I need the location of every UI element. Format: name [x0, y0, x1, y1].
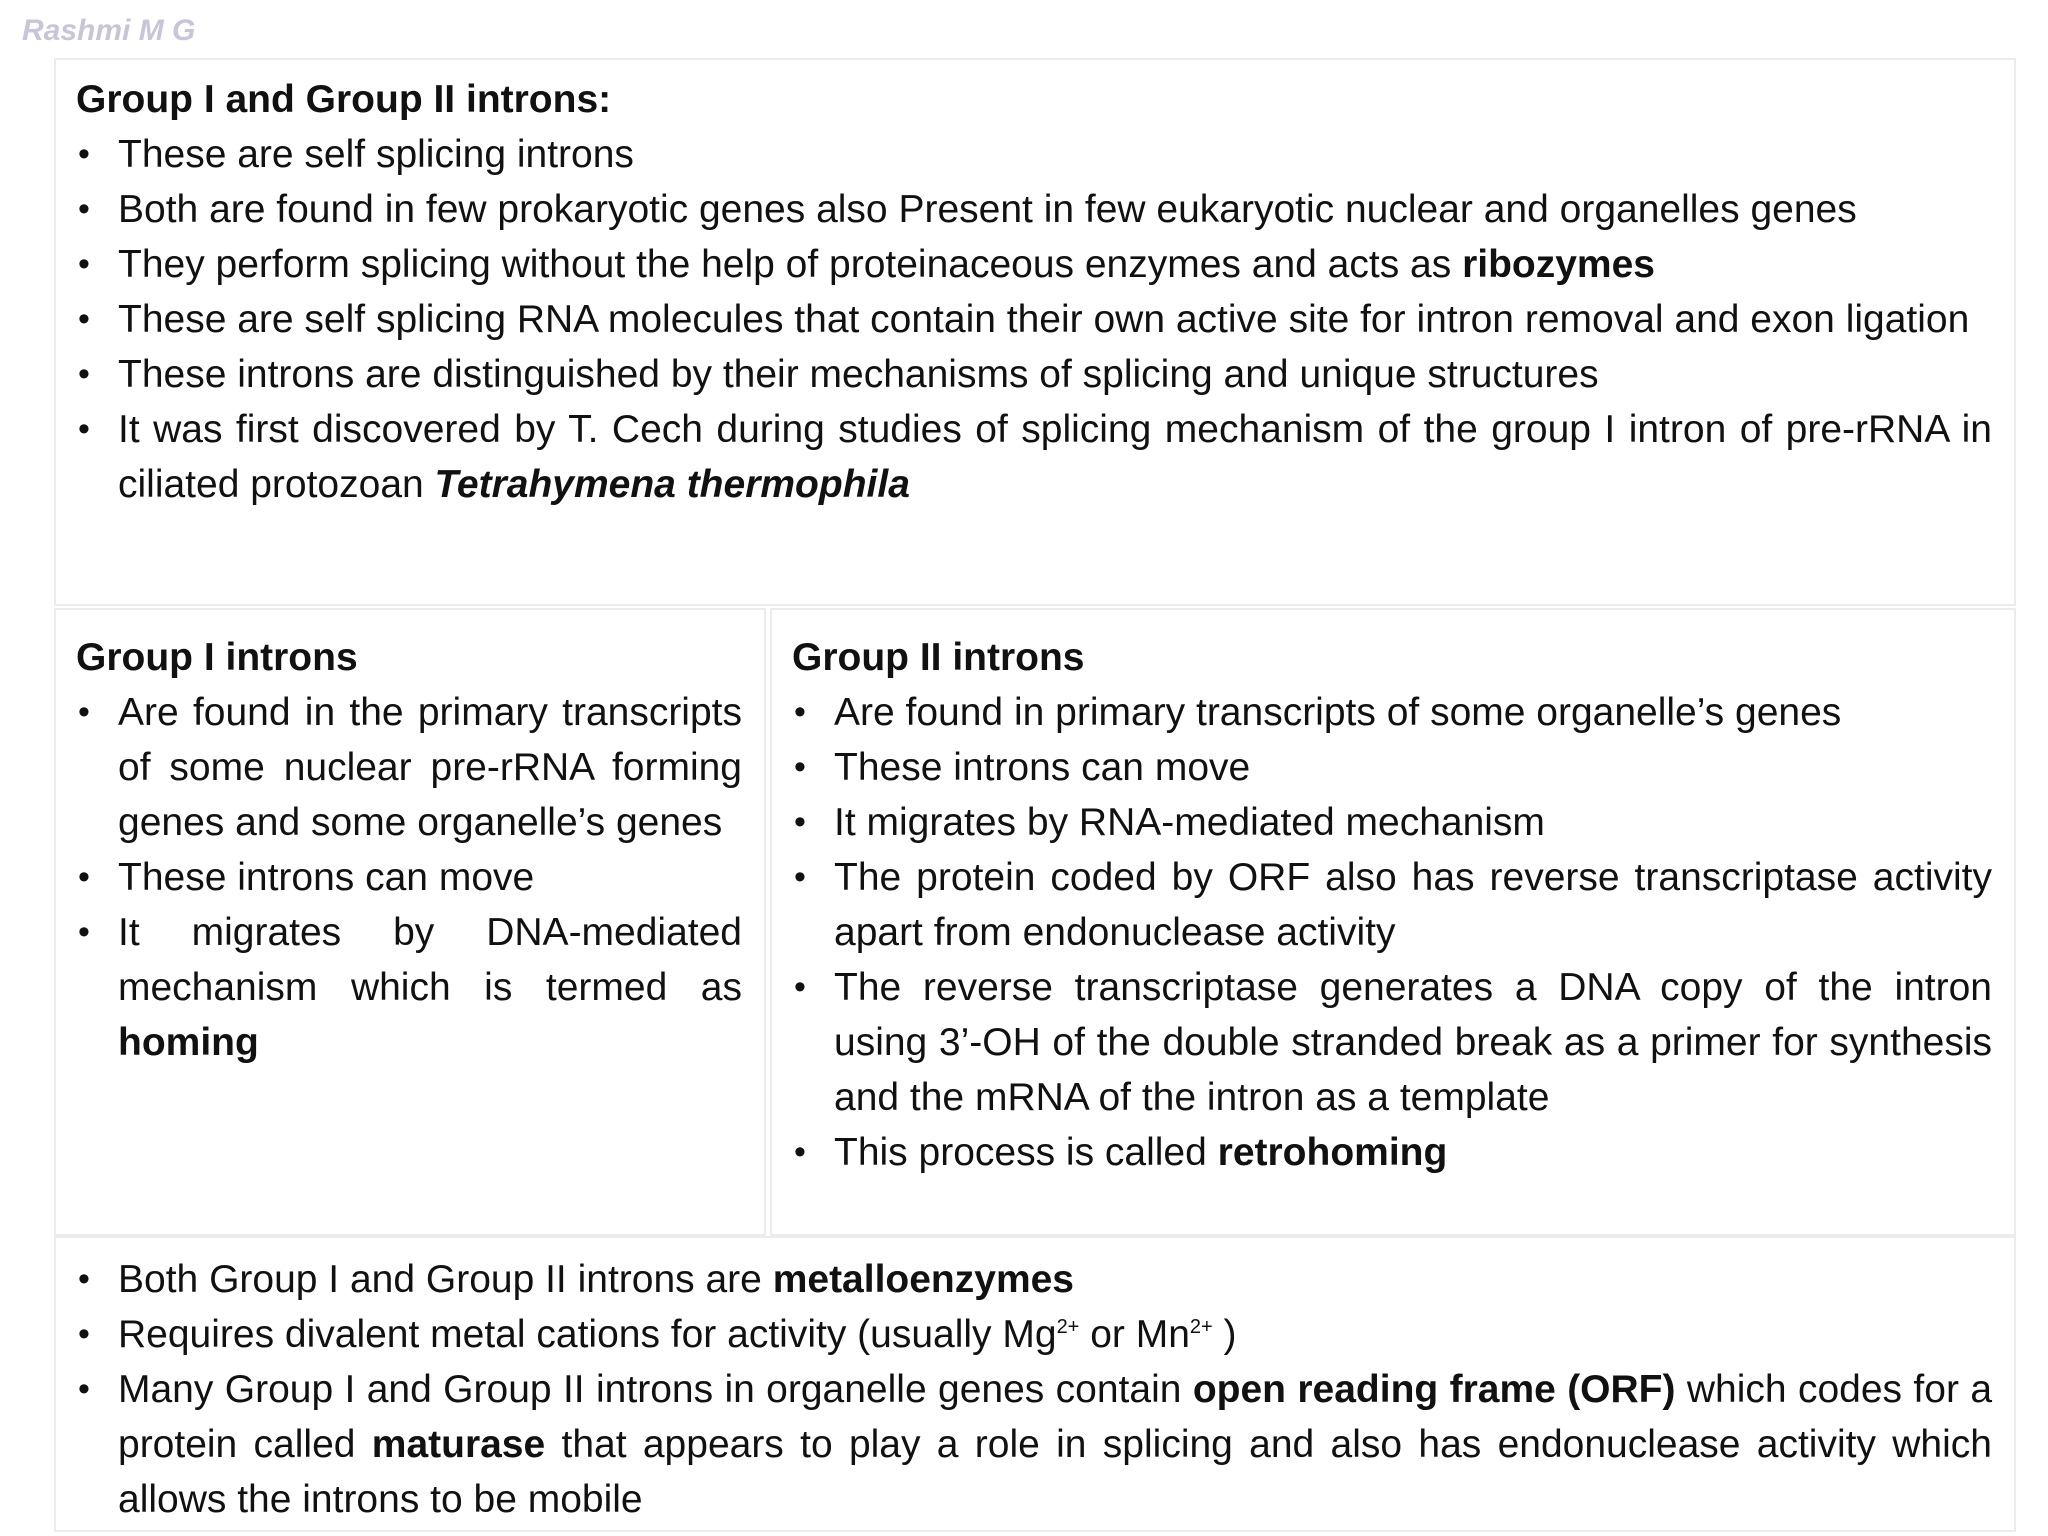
- list-item: • These introns can move: [792, 740, 1992, 795]
- group2-list: [792, 685, 1992, 1180]
- list-item: • Many Group I and Group II introns in organelle genes contain open reading frame (ORF) which codes for a protein called maturase that appears to play a role in splicing and also has endonuclease activity which allows the introns to be mobile: [76, 1362, 1992, 1527]
- list-item: • These are self splicing introns: [76, 127, 1992, 182]
- summary-panel: [54, 1236, 2016, 1532]
- list-item: • It migrates by DNA-mediated mechanism which is termed as homing: [76, 905, 742, 1070]
- list-item: • These introns can move: [76, 850, 742, 905]
- list-item: • These are self splicing RNA molecules that contain their own active site for intron removal and exon ligation: [76, 292, 1992, 347]
- intro-heading: Group I and Group II introns:: [76, 78, 612, 121]
- list-item: • This process is called retrohoming: [792, 1125, 1992, 1180]
- list-item: • The reverse transcriptase generates a DNA copy of the intron using 3’-OH of the double stranded break as a primer for synthesis and the mRNA of the intron as a template: [792, 960, 1992, 1125]
- group2-heading: Group II introns: [792, 636, 1085, 679]
- group1-heading: Group I introns: [76, 636, 358, 679]
- group2-panel: [770, 608, 2016, 1236]
- list-item: • Requires divalent metal cations for activity (usually $Mg^{2+}$ or $Mn^{2+}$ ): [76, 1307, 1992, 1362]
- list-item: • It migrates by RNA-mediated mechanism: [792, 795, 1992, 850]
- list-item: • The protein coded by ORF also has reverse transcriptase activity apart from endonuclease activity: [792, 850, 1992, 960]
- list-item: • Both Group I and Group II introns are metalloenzymes: [76, 1252, 1992, 1307]
- list-item: • Are found in primary transcripts of some organelle’s genes: [792, 685, 1992, 740]
- superscript: 2+: [1189, 1316, 1213, 1338]
- author-watermark: Rashmi M G: [22, 14, 196, 47]
- superscript: 2+: [1056, 1316, 1080, 1338]
- summary-list: [76, 1252, 1992, 1527]
- intro-list: [76, 127, 1992, 512]
- list-item: • Are found in the primary transcripts of some nuclear pre-rRNA forming genes and some organelle’s genes: [76, 685, 742, 850]
- list-item: • These introns are distinguished by their mechanisms of splicing and unique structures: [76, 347, 1992, 402]
- intro-panel: [54, 58, 2016, 606]
- list-item: • It was first discovered by T. Cech during studies of splicing mechanism of the group I intron of pre-rRNA in ciliated protozoan Tetrahymena thermophila: [76, 402, 1992, 512]
- list-item: • They perform splicing without the help of proteinaceous enzymes and acts as ribozymes: [76, 237, 1992, 292]
- list-item: • Both are found in few prokaryotic genes also Present in few eukaryotic nuclear and organelles genes: [76, 182, 1992, 237]
- group1-panel: [54, 608, 766, 1236]
- group1-list: [76, 685, 742, 1070]
